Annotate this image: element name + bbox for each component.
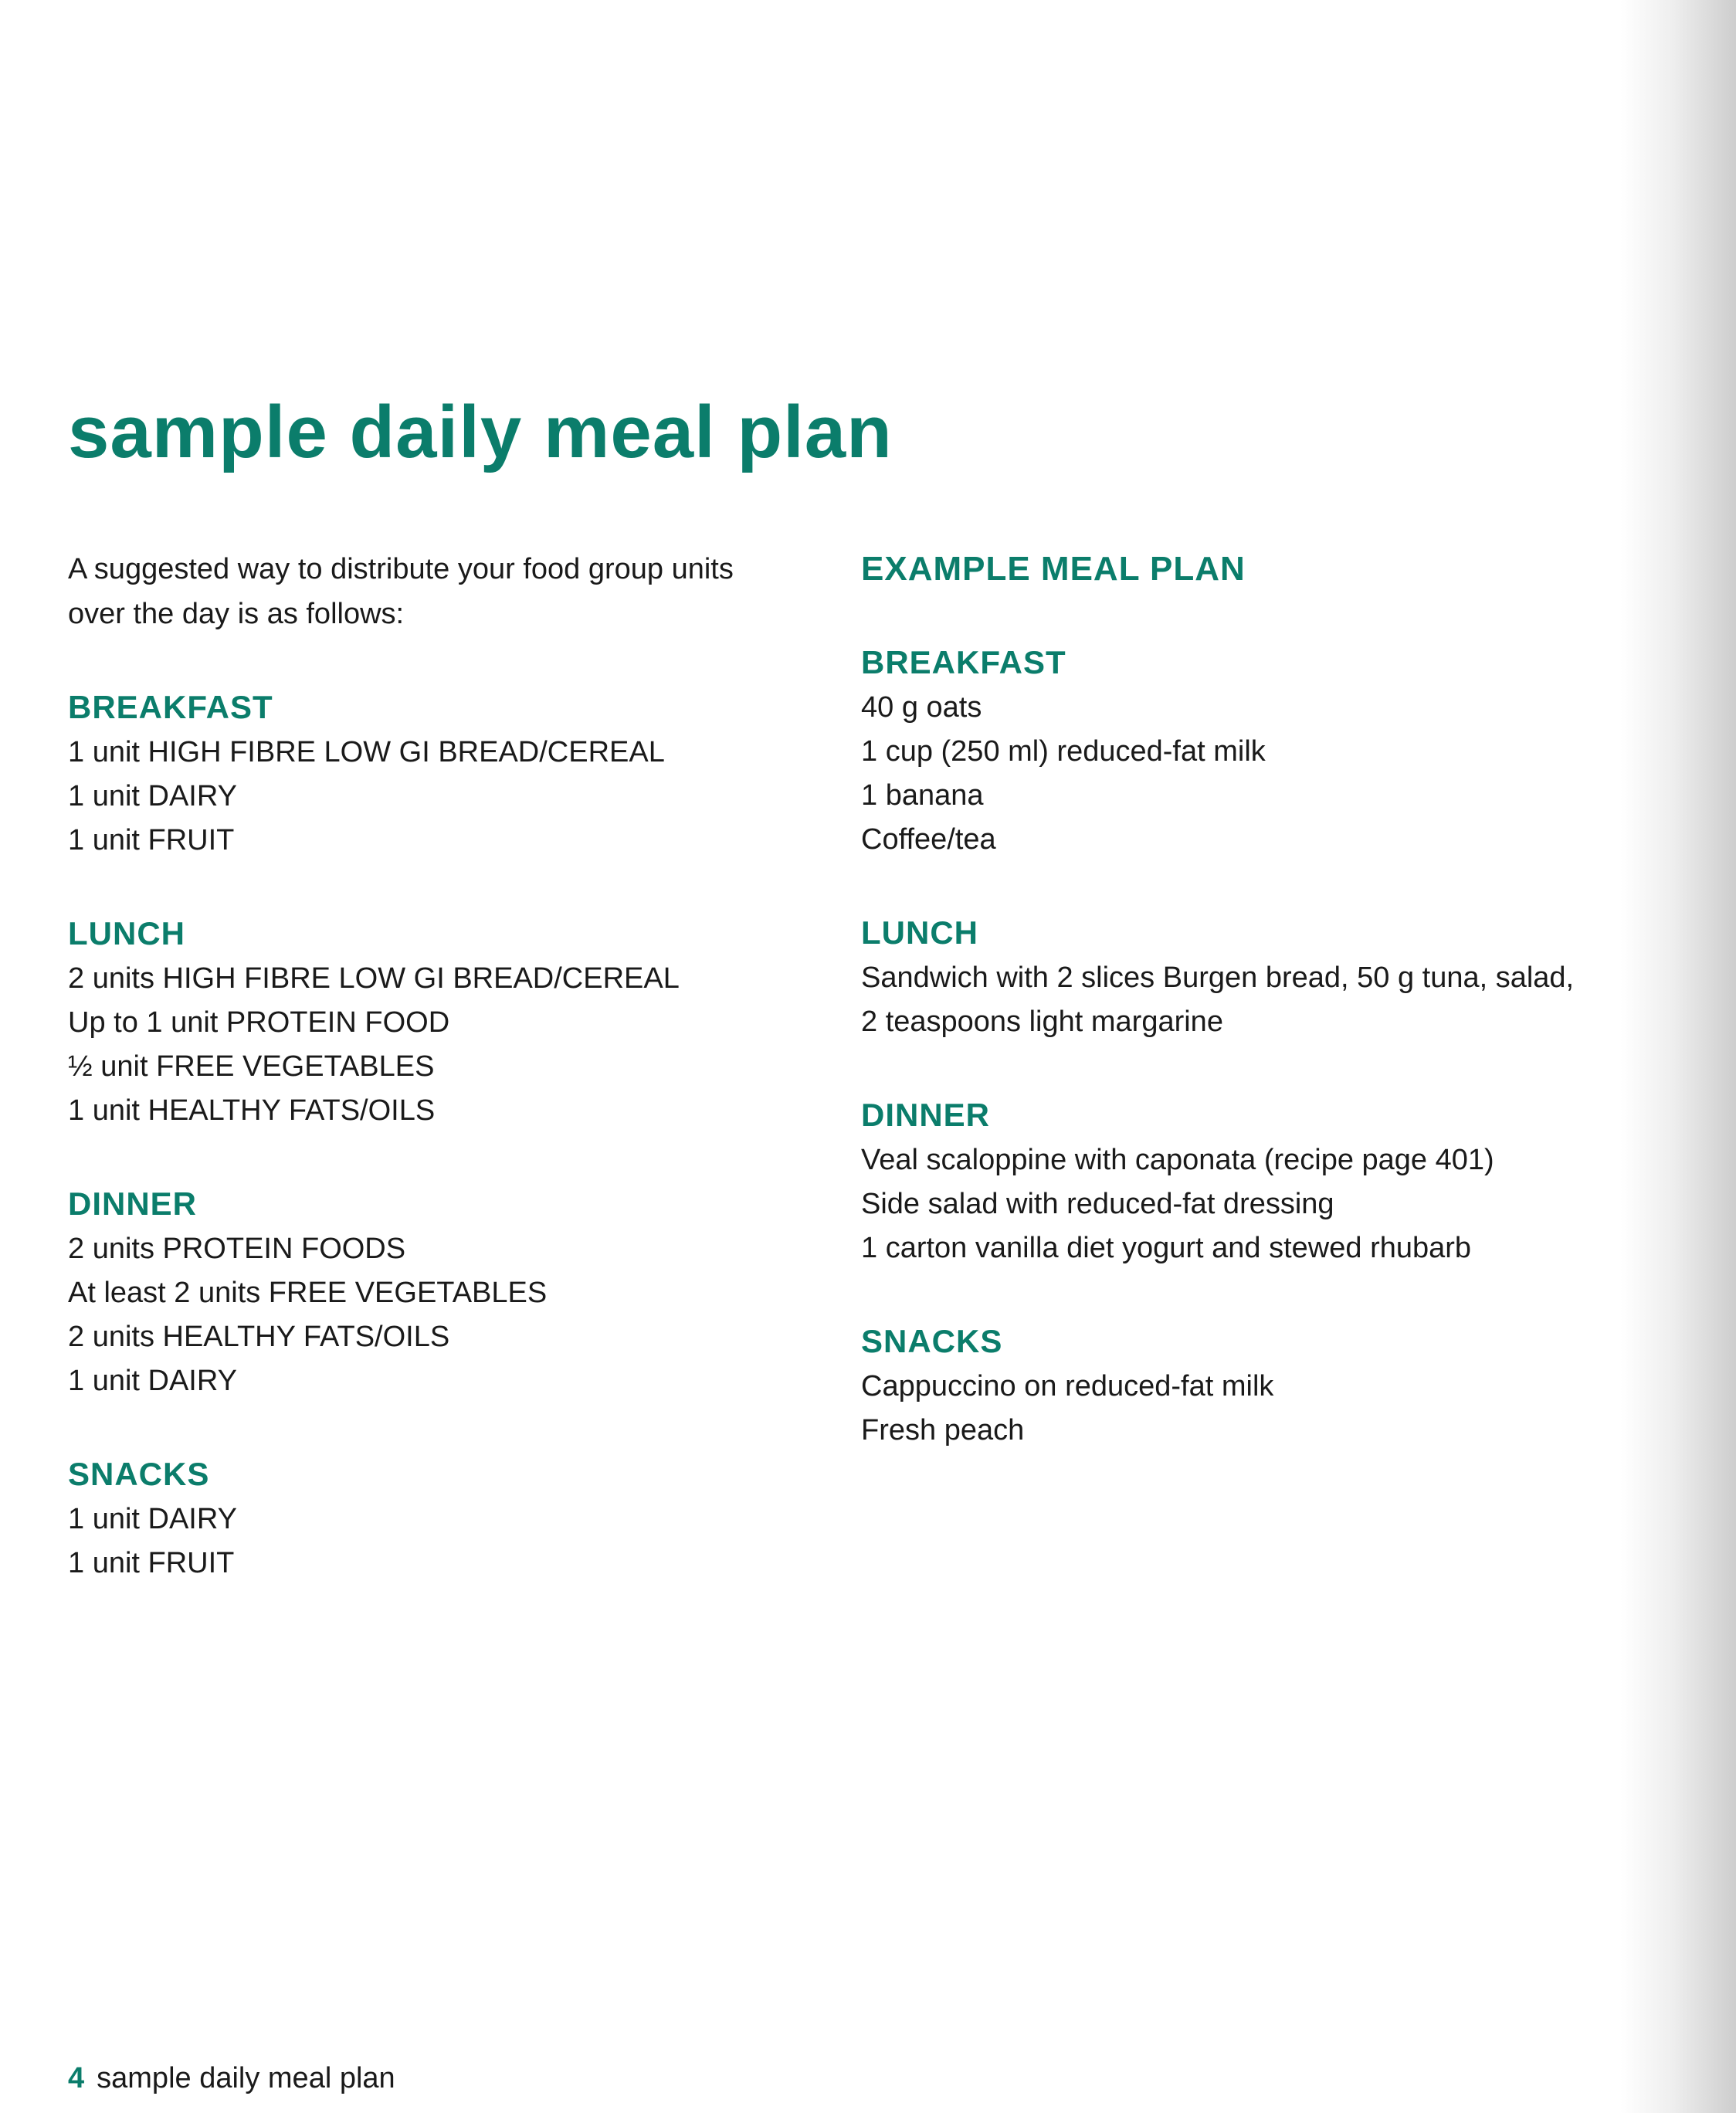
section-line: 2 units HEALTHY FATS/OILS bbox=[68, 1321, 450, 1353]
section-heading: LUNCH bbox=[68, 915, 185, 951]
example-section-breakfast bbox=[861, 639, 1587, 862]
example-plan-heading: EXAMPLE MEAL PLAN bbox=[861, 550, 1246, 588]
page-number: 4 bbox=[68, 2062, 85, 2094]
section-line: 1 cup (250 ml) reduced-fat milk bbox=[861, 735, 1266, 768]
guide-section-breakfast bbox=[68, 684, 794, 863]
section-heading: SNACKS bbox=[68, 1456, 210, 1492]
section-heading: DINNER bbox=[861, 1097, 991, 1133]
page-title: sample daily meal plan bbox=[68, 391, 893, 473]
section-line: Veal scaloppine with caponata (recipe page 401) bbox=[861, 1144, 1494, 1176]
guide-column bbox=[68, 547, 794, 1633]
section-line: 1 unit HEALTHY FATS/OILS bbox=[68, 1094, 436, 1127]
section-line: 1 carton vanilla diet yogurt and stewed rhubarb bbox=[861, 1232, 1472, 1264]
example-column bbox=[861, 547, 1587, 1501]
section-line: At least 2 units FREE VEGETABLES bbox=[68, 1277, 548, 1309]
example-section-lunch bbox=[861, 910, 1587, 1044]
guide-section-dinner bbox=[68, 1181, 794, 1403]
intro-paragraph: A suggested way to distribute your food group units over the day is as follows: bbox=[68, 553, 734, 630]
section-line: 2 units PROTEIN FOODS bbox=[68, 1233, 406, 1265]
example-section-dinner bbox=[861, 1092, 1587, 1270]
section-line: Cappuccino on reduced-fat milk bbox=[861, 1370, 1274, 1402]
section-line: 1 unit HIGH FIBRE LOW GI BREAD/CEREAL bbox=[68, 736, 665, 768]
running-title: sample daily meal plan bbox=[97, 2062, 395, 2094]
section-line: 1 unit DAIRY bbox=[68, 1365, 237, 1397]
section-line: 1 banana bbox=[861, 779, 984, 812]
section-line: Side salad with reduced-fat dressing bbox=[861, 1188, 1334, 1220]
guide-section-snacks bbox=[68, 1451, 794, 1586]
guide-section-lunch bbox=[68, 911, 794, 1133]
example-section-snacks bbox=[861, 1318, 1587, 1453]
section-heading: SNACKS bbox=[861, 1323, 1003, 1359]
section-line: 40 g oats bbox=[861, 691, 982, 724]
section-line: 1 unit FRUIT bbox=[68, 824, 235, 856]
section-heading: BREAKFAST bbox=[68, 689, 273, 725]
section-line: ½ unit FREE VEGETABLES bbox=[68, 1050, 435, 1083]
section-line: 1 unit FRUIT bbox=[68, 1547, 235, 1579]
section-heading: BREAKFAST bbox=[861, 644, 1066, 680]
section-line: Up to 1 unit PROTEIN FOOD bbox=[68, 1006, 450, 1039]
section-line: 2 units HIGH FIBRE LOW GI BREAD/CEREAL bbox=[68, 962, 680, 995]
page-footer bbox=[68, 2059, 395, 2098]
section-line: Coffee/tea bbox=[861, 823, 996, 856]
section-line: Fresh peach bbox=[861, 1414, 1025, 1447]
section-line: Sandwich with 2 slices Burgen bread, 50 g tuna, salad, 2 teaspoons light margarine bbox=[861, 962, 1575, 1038]
section-line: 1 unit DAIRY bbox=[68, 780, 237, 812]
section-line: 1 unit DAIRY bbox=[68, 1503, 237, 1535]
page-edge-shadow bbox=[1620, 0, 1736, 2113]
section-heading: DINNER bbox=[68, 1185, 198, 1222]
section-heading: LUNCH bbox=[861, 914, 978, 951]
